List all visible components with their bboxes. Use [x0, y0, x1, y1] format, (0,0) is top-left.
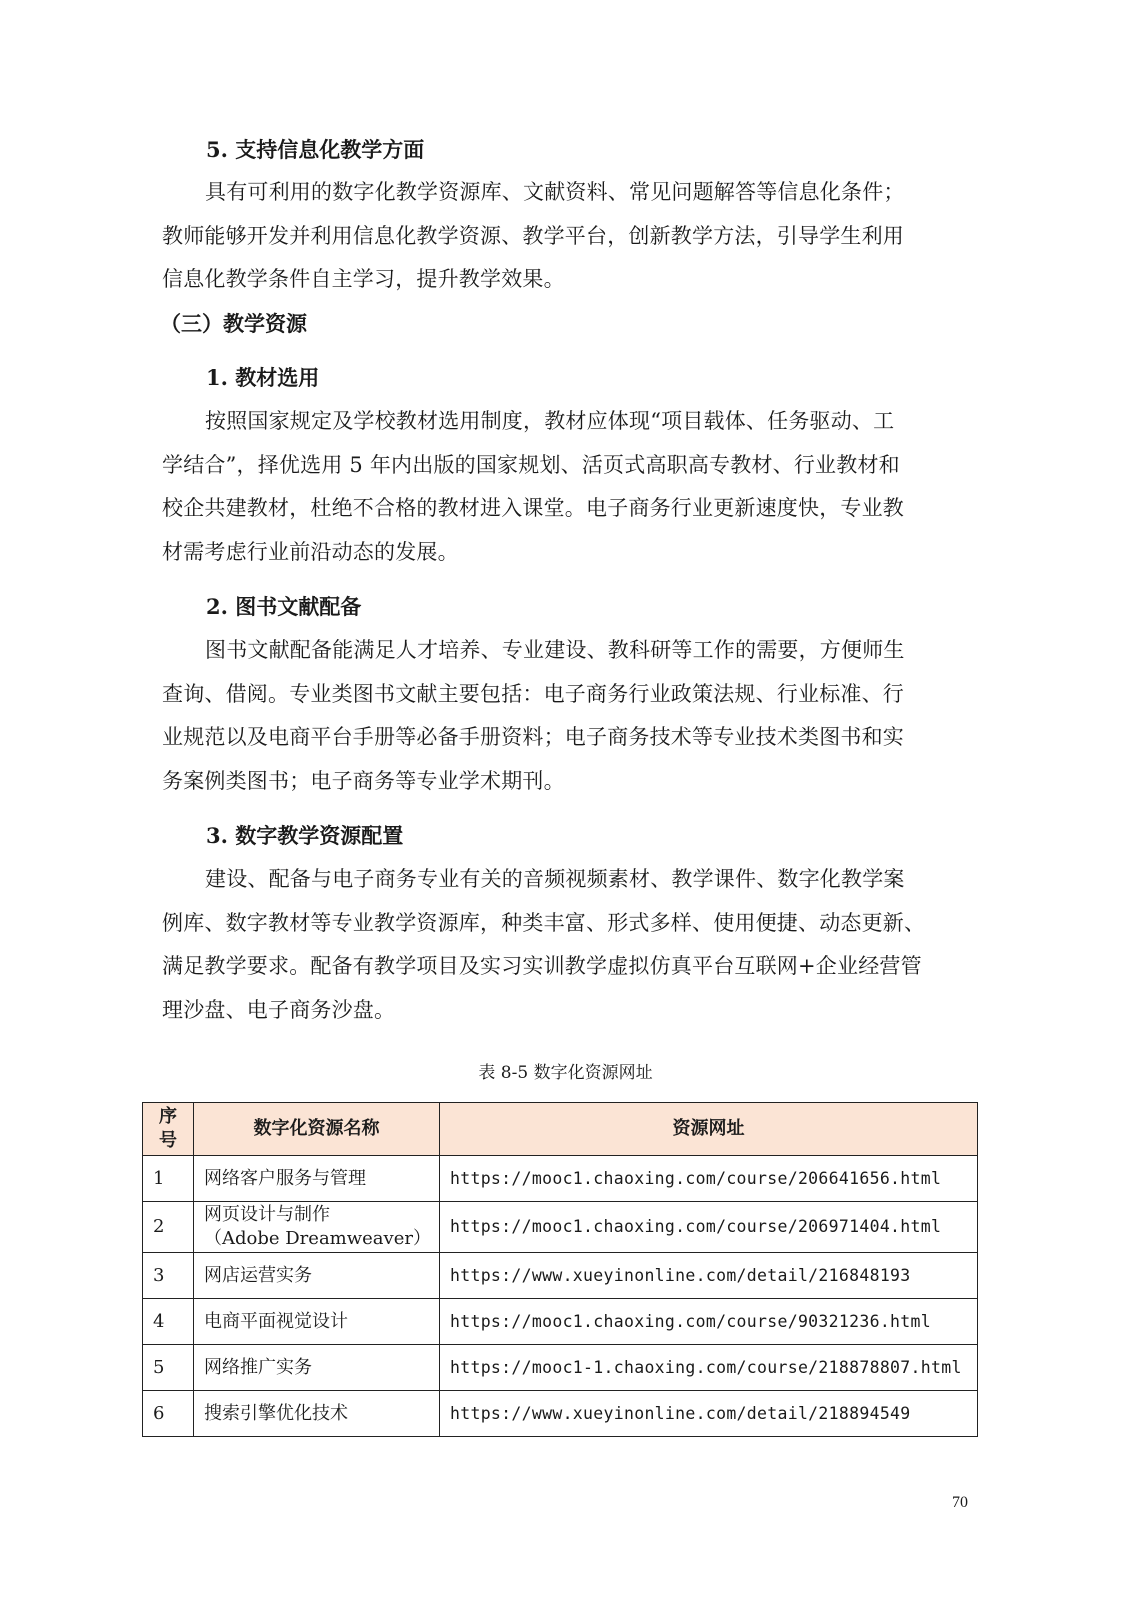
cell-seq: 3: [143, 1253, 194, 1299]
paragraph-line: 具有可利用的数字化教学资源库、文献资料、常见问题解答等信息化条件；: [205, 180, 905, 204]
cell-name: [194, 1202, 440, 1253]
digital-resources-table: [142, 1102, 978, 1437]
paragraph-line: 满足教学要求。配备有教学项目及实习实训教学虚拟仿真平台互联网+企业经营管: [162, 954, 922, 978]
library-paragraph: [162, 629, 952, 803]
paragraph-line: 材需考虑行业前沿动态的发展。: [162, 539, 459, 564]
library-heading: 2. 图书文献配备: [206, 594, 362, 619]
cell-name: 网店运营实务: [194, 1253, 440, 1299]
header-seq: [143, 1103, 194, 1156]
paragraph-line: 信息化教学条件自主学习，提升教学效果。: [162, 267, 565, 291]
paragraph-line: 教师能够开发并利用信息化教学资源、教学平台，创新教学方法，引导学生利用: [162, 223, 904, 248]
header-seq-line2: 号: [159, 1130, 177, 1151]
cell-name: 搜索引擎优化技术: [194, 1391, 440, 1437]
paragraph-line: 校企共建教材，杜绝不合格的教材进入课堂。电子商务行业更新速度快，专业教: [162, 496, 904, 520]
section-5-paragraph: [162, 171, 952, 302]
cell-url-link[interactable]: https://mooc1.chaoxing.com/course/206641656.html: [440, 1156, 978, 1202]
table-row: [143, 1345, 978, 1391]
paragraph-line: 查询、借阅。专业类图书文献主要包括：电子商务行业政策法规、行业标准、行: [162, 681, 904, 706]
table-row: [143, 1391, 978, 1437]
cell-name-line2: （Adobe Dreamweaver）: [204, 1228, 431, 1249]
section-5-heading: 5. 支持信息化教学方面: [206, 137, 425, 162]
cell-url-link[interactable]: https://mooc1.chaoxing.com/course/90321236.html: [440, 1299, 978, 1345]
paragraph-line: 按照国家规定及学校教材选用制度，教材应体现“项目载体、任务驱动、工: [205, 409, 895, 433]
table-caption: 表 8-5 数字化资源网址: [478, 1063, 653, 1083]
cell-name: 电商平面视觉设计: [194, 1299, 440, 1345]
cell-url-link[interactable]: https://www.xueyinonline.com/detail/218894549: [440, 1391, 978, 1437]
table-row: [143, 1156, 978, 1202]
textbook-heading: 1. 教材选用: [206, 365, 320, 390]
part-3-heading: （三）教学资源: [160, 311, 307, 336]
cell-seq: 4: [143, 1299, 194, 1345]
cell-name: 网络推广实务: [194, 1345, 440, 1391]
table-row: [143, 1253, 978, 1299]
paragraph-line: 理沙盘、电子商务沙盘。: [162, 997, 396, 1022]
cell-seq: 5: [143, 1345, 194, 1391]
table-header-row: [143, 1103, 978, 1156]
cell-name-line1: 网页设计与制作: [204, 1204, 330, 1225]
table-row: [143, 1299, 978, 1345]
cell-seq: 2: [143, 1202, 194, 1253]
digital-resources-heading: 3. 数字教学资源配置: [206, 823, 404, 848]
paragraph-line: 建设、配备与电子商务专业有关的音频视频素材、教学课件、数字化教学案: [205, 867, 905, 891]
cell-url-link[interactable]: https://mooc1.chaoxing.com/course/206971404.html: [440, 1202, 978, 1253]
paragraph-line: 图书文献配备能满足人才培养、专业建设、教科研等工作的需要，方便师生: [205, 638, 905, 662]
cell-name: 网络客户服务与管理: [194, 1156, 440, 1202]
cell-url-link[interactable]: https://www.xueyinonline.com/detail/216848193: [440, 1253, 978, 1299]
header-name: 数字化资源名称: [194, 1103, 440, 1156]
cell-seq: 1: [143, 1156, 194, 1202]
paragraph-line: 学结合”，择优选用 5 年内出版的国家规划、活页式高职高专教材、行业教材和: [162, 452, 900, 477]
paragraph-line: 例库、数字教材等专业教学资源库，种类丰富、形式多样、使用便捷、动态更新、: [162, 910, 926, 935]
page-number: 70: [952, 1494, 968, 1511]
paragraph-line: 务案例类图书；电子商务等专业学术期刊。: [162, 768, 565, 793]
digital-resources-paragraph: [162, 858, 952, 1032]
cell-url-link[interactable]: https://mooc1-1.chaoxing.com/course/218878807.html: [440, 1345, 978, 1391]
table-row: [143, 1202, 978, 1253]
paragraph-line: 业规范以及电商平台手册等必备手册资料；电子商务技术等专业技术类图书和实: [162, 725, 904, 749]
header-url: 资源网址: [440, 1103, 978, 1156]
header-seq-line1: 序: [159, 1106, 177, 1127]
cell-seq: 6: [143, 1391, 194, 1437]
textbook-paragraph: [162, 400, 952, 574]
